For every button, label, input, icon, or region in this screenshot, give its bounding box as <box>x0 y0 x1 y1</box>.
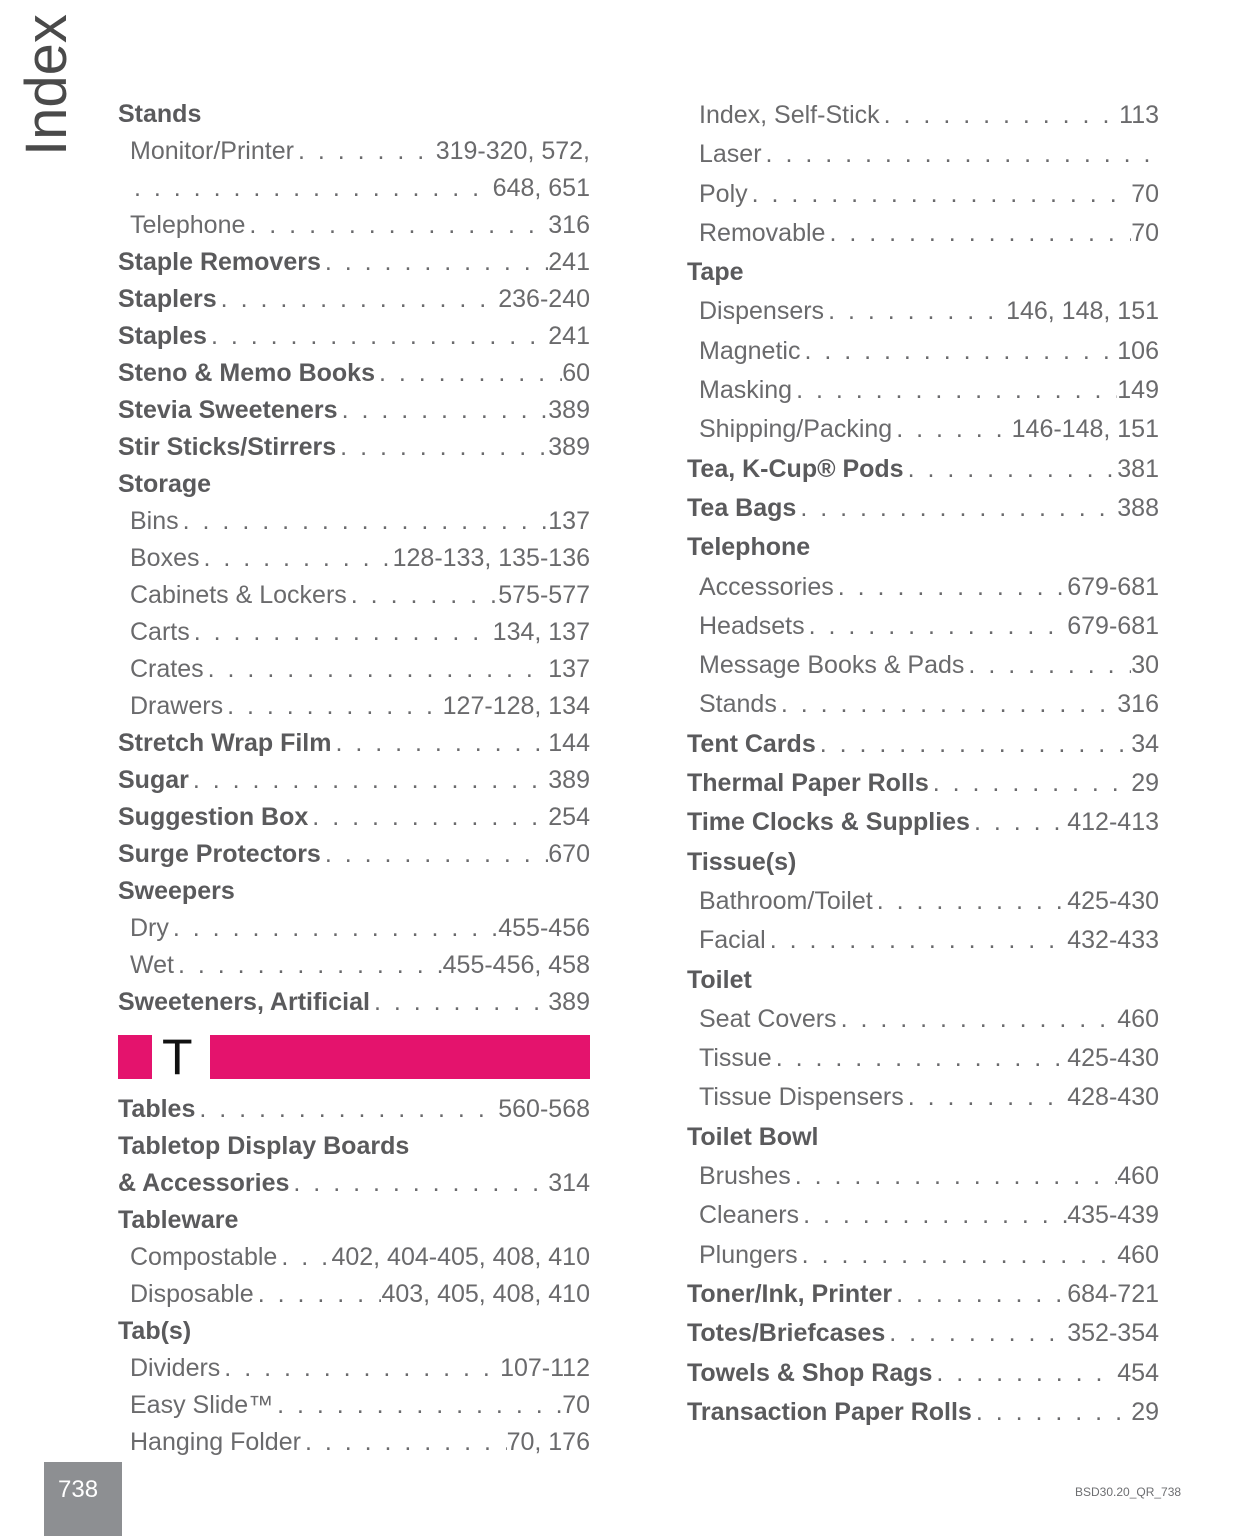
entry-term: Laser <box>699 140 762 169</box>
index-entry <box>687 843 1159 882</box>
entry-pages: 106 <box>1117 336 1159 365</box>
index-entry <box>118 873 590 910</box>
entry-term: Steno & Memo Books <box>118 359 375 387</box>
dot-leader <box>834 568 1067 607</box>
entry-term: Removable <box>699 218 826 247</box>
entry-term: Stir Sticks/Stirrers <box>118 433 337 461</box>
dot-leader <box>904 1078 1068 1117</box>
index-entry <box>118 725 590 762</box>
entry-pages: 113 <box>1119 101 1159 129</box>
entry-term: Brushes <box>699 1162 791 1191</box>
entry-term: Compostable <box>130 1243 278 1271</box>
dot-leader <box>331 725 548 762</box>
index-entry <box>118 170 590 207</box>
entry-term: Wet <box>130 951 174 979</box>
index-entry <box>687 921 1159 960</box>
entry-term: Dispensers <box>699 297 825 326</box>
entry-term: Tea, K-Cup® Pods <box>687 454 904 483</box>
index-list-t-left <box>118 1091 590 1461</box>
entry-term: Staples <box>118 322 207 350</box>
entry-pages: 455-456 <box>498 914 590 942</box>
entry-pages: 455-456, 458 <box>442 951 590 979</box>
dot-leader <box>294 133 436 170</box>
entry-term: Tent Cards <box>687 729 816 758</box>
entry-pages: 60 <box>562 359 590 387</box>
entry-pages: 149 <box>1117 376 1159 405</box>
entry-pages: 381 <box>1117 454 1159 483</box>
entry-term: Tissue Dispensers <box>699 1083 904 1112</box>
entry-term: Toner/Ink, Printer <box>687 1279 893 1308</box>
entry-term: Crates <box>130 655 204 683</box>
entry-term: Tea Bags <box>687 493 797 522</box>
entry-pages: 389 <box>548 396 590 424</box>
dot-leader <box>837 1000 1118 1039</box>
entry-pages: 30 <box>1131 651 1159 680</box>
index-entry <box>118 1313 590 1350</box>
entry-term: Poly <box>699 179 748 208</box>
entry-pages: 137 <box>548 507 590 535</box>
dot-leader <box>336 429 548 466</box>
entry-pages: 319-320, 572, <box>435 137 590 165</box>
entry-pages: 146, 148, 151 <box>1006 297 1159 326</box>
entry-term: Sugar <box>118 766 189 794</box>
index-entry <box>118 836 590 873</box>
entry-term: Plungers <box>699 1240 798 1269</box>
index-entry <box>118 984 590 1021</box>
index-entry <box>687 646 1159 685</box>
dot-leader <box>189 762 548 799</box>
entry-pages: 425-430 <box>1067 1044 1159 1073</box>
entry-pages: 402, 404-405, 408, 410 <box>331 1243 590 1271</box>
entry-term: Magnetic <box>699 336 801 365</box>
entry-term: Sweepers <box>118 877 235 905</box>
index-entry <box>118 429 590 466</box>
entry-pages: 389 <box>548 988 590 1016</box>
entry-term: Totes/Briefcases <box>687 1319 886 1348</box>
index-entry <box>118 1387 590 1424</box>
dot-leader <box>217 281 499 318</box>
index-entry <box>118 281 590 318</box>
dot-leader <box>347 577 498 614</box>
index-entry <box>118 392 590 429</box>
entry-pages: 146-148, 151 <box>1011 415 1159 444</box>
entry-term: Hanging Folder <box>130 1428 301 1456</box>
dot-leader <box>880 96 1120 135</box>
letter-bar-block <box>118 1035 152 1079</box>
dot-leader <box>748 175 1132 214</box>
dot-leader <box>254 1276 382 1313</box>
entry-pages: 254 <box>548 803 590 831</box>
entry-pages: 684-721 <box>1067 1279 1159 1308</box>
dot-leader <box>308 799 548 836</box>
entry-term: Transaction Paper Rolls <box>687 1397 972 1426</box>
dot-leader <box>199 540 392 577</box>
entry-pages: 648, 651 <box>492 174 590 202</box>
entry-term: Tableware <box>118 1206 239 1234</box>
entry-pages: 236-240 <box>498 285 590 313</box>
entry-pages: 460 <box>1117 1240 1159 1269</box>
dot-leader <box>800 332 1117 371</box>
dot-leader <box>824 292 1006 331</box>
index-entry <box>687 1039 1159 1078</box>
dot-leader <box>289 1165 548 1202</box>
entry-pages: 241 <box>548 322 590 350</box>
index-entry <box>118 1128 590 1165</box>
index-entry <box>687 1118 1159 1157</box>
entry-pages: 460 <box>1117 1004 1159 1033</box>
entry-term: Staple Removers <box>118 248 321 276</box>
index-entry <box>687 489 1159 528</box>
dot-leader <box>816 725 1131 764</box>
index-entry <box>687 685 1159 724</box>
entry-pages: 70 <box>1131 218 1159 247</box>
entry-term: Headsets <box>699 611 805 640</box>
index-entry <box>687 725 1159 764</box>
dot-leader <box>892 1275 1067 1314</box>
entry-term: Monitor/Printer <box>130 137 294 165</box>
index-entry <box>118 244 590 281</box>
dot-leader <box>370 984 548 1021</box>
dot-leader <box>321 244 548 281</box>
entry-term: Staplers <box>118 285 217 313</box>
index-entry <box>118 96 590 133</box>
index-entry <box>687 1078 1159 1117</box>
entry-term: Seat Covers <box>699 1004 837 1033</box>
index-entry <box>118 651 590 688</box>
entry-term: Telephone <box>687 533 811 562</box>
entry-pages: 34 <box>1131 729 1159 758</box>
index-entry <box>118 614 590 651</box>
entry-pages: 425-430 <box>1067 886 1159 915</box>
dot-leader <box>796 489 1117 528</box>
dot-leader <box>873 882 1068 921</box>
index-entry <box>687 1314 1159 1353</box>
entry-term: Tabletop Display Boards <box>118 1132 410 1160</box>
entry-pages: 128-133, 135-136 <box>392 544 590 572</box>
entry-pages: 435-439 <box>1067 1201 1159 1230</box>
entry-pages: 460 <box>1117 1162 1159 1191</box>
entry-term: Accessories <box>699 572 834 601</box>
entry-pages: 316 <box>548 211 590 239</box>
entry-pages: 70, 176 <box>506 1428 590 1456</box>
index-entry <box>687 1157 1159 1196</box>
index-entry <box>687 371 1159 410</box>
dot-leader <box>791 1157 1118 1196</box>
index-entry <box>118 133 590 170</box>
index-entry <box>687 1236 1159 1275</box>
entry-pages: 144 <box>548 729 590 757</box>
entry-pages: 403, 405, 408, 410 <box>381 1280 590 1308</box>
letter-bar-fill <box>210 1035 590 1079</box>
dot-leader <box>798 1236 1118 1275</box>
entry-pages: 432-433 <box>1067 926 1159 955</box>
dot-leader <box>273 1387 562 1424</box>
dot-leader <box>932 1354 1117 1393</box>
index-entry <box>118 540 590 577</box>
index-entry <box>118 947 590 984</box>
entry-term: Toilet Bowl <box>687 1122 819 1151</box>
entry-pages: 428-430 <box>1067 1083 1159 1112</box>
dot-leader <box>375 355 562 392</box>
dot-leader <box>892 410 1011 449</box>
index-side-title: Index <box>14 14 79 156</box>
index-entry <box>118 503 590 540</box>
section-letter: T <box>162 1029 193 1085</box>
entry-pages: 454 <box>1117 1358 1159 1387</box>
entry-pages: 107-112 <box>500 1354 590 1382</box>
index-entry <box>687 1275 1159 1314</box>
dot-leader <box>277 1239 331 1276</box>
entry-term: Toilet <box>687 965 752 994</box>
dot-leader <box>762 135 1159 174</box>
dot-leader <box>179 503 549 540</box>
entry-pages: 389 <box>548 433 590 461</box>
index-entry <box>687 332 1159 371</box>
dot-leader <box>169 910 498 947</box>
index-entry <box>118 799 590 836</box>
index-entry <box>118 762 590 799</box>
entry-term: Dry <box>130 914 169 942</box>
dot-leader <box>204 651 549 688</box>
entry-term: Tissue <box>699 1044 772 1073</box>
entry-pages: 412-413 <box>1067 808 1159 837</box>
index-entry <box>687 1196 1159 1235</box>
dot-leader <box>805 607 1068 646</box>
index-entry <box>687 292 1159 331</box>
index-entry <box>687 568 1159 607</box>
index-entry <box>687 96 1159 135</box>
entry-term: Storage <box>118 470 212 498</box>
dot-leader <box>223 688 443 725</box>
index-entry <box>118 688 590 725</box>
entry-term: Cabinets & Lockers <box>130 581 347 609</box>
dot-leader <box>972 1393 1131 1432</box>
entry-term: Suggestion Box <box>118 803 309 831</box>
dot-leader <box>904 450 1118 489</box>
index-entry <box>687 410 1159 449</box>
entry-pages: 29 <box>1131 1397 1159 1426</box>
index-entry <box>687 882 1159 921</box>
index-entry <box>118 1276 590 1313</box>
entry-term: Thermal Paper Rolls <box>687 769 929 798</box>
entry-pages: 679-681 <box>1067 611 1159 640</box>
entry-term: Cleaners <box>699 1201 800 1230</box>
entry-term: Tables <box>118 1095 196 1123</box>
index-entry <box>118 1165 590 1202</box>
entry-pages: 29 <box>1131 769 1159 798</box>
dot-leader <box>174 947 443 984</box>
index-entry <box>687 803 1159 842</box>
dot-leader <box>970 803 1067 842</box>
entry-pages: 560-568 <box>498 1095 590 1123</box>
entry-term: Stevia Sweeteners <box>118 396 338 424</box>
catalog-code: BSD30.20_QR_738 <box>1075 1485 1182 1499</box>
dot-leader <box>772 1039 1068 1078</box>
entry-pages: 670 <box>548 840 590 868</box>
entry-term: Bathroom/Toilet <box>699 886 873 915</box>
index-entry <box>687 1000 1159 1039</box>
section-letter-bar <box>118 1029 590 1085</box>
entry-term: Stands <box>699 690 777 719</box>
entry-term: Stretch Wrap Film <box>118 729 332 757</box>
entry-pages: 127-128, 134 <box>442 692 590 720</box>
dot-leader <box>207 318 548 355</box>
entry-term: & Accessories <box>118 1169 290 1197</box>
entry-term: Shipping/Packing <box>699 415 893 444</box>
index-entry <box>687 175 1159 214</box>
index-entry <box>118 318 590 355</box>
dot-leader <box>195 1091 498 1128</box>
entry-term: Telephone <box>130 211 246 239</box>
entry-term: Surge Protectors <box>118 840 321 868</box>
dot-leader <box>130 170 493 207</box>
entry-term: Masking <box>699 376 793 405</box>
dot-leader <box>245 207 548 244</box>
left-column <box>118 96 590 1461</box>
entry-pages: 316 <box>1117 690 1159 719</box>
dot-leader <box>190 614 493 651</box>
entry-term: Message Books & Pads <box>699 651 965 680</box>
entry-term: Dividers <box>130 1354 221 1382</box>
index-entry <box>118 1239 590 1276</box>
entry-pages: 314 <box>548 1169 590 1197</box>
dot-leader <box>964 646 1131 685</box>
index-list-s <box>118 96 590 1021</box>
index-entry <box>687 135 1159 174</box>
index-entry <box>687 450 1159 489</box>
entry-pages: 70 <box>562 1391 590 1419</box>
index-entry <box>687 607 1159 646</box>
dot-leader <box>321 836 548 873</box>
page-number: 738 <box>44 1462 122 1536</box>
entry-pages: 389 <box>548 766 590 794</box>
index-entry <box>118 1202 590 1239</box>
dot-leader <box>220 1350 500 1387</box>
entry-term: Drawers <box>130 692 224 720</box>
dot-leader <box>792 371 1117 410</box>
entry-pages: 679-681 <box>1067 572 1159 601</box>
entry-term: Boxes <box>130 544 200 572</box>
index-entry <box>118 577 590 614</box>
index-entry <box>118 466 590 503</box>
entry-pages: 388 <box>1117 493 1159 522</box>
entry-term: Facial <box>699 926 766 955</box>
index-entry <box>687 528 1159 567</box>
index-entry <box>687 1393 1159 1432</box>
dot-leader <box>799 1196 1067 1235</box>
entry-term: Sweeteners, Artificial <box>118 988 370 1016</box>
entry-term: Tissue(s) <box>687 847 797 876</box>
entry-pages: 137 <box>548 655 590 683</box>
entry-term: Time Clocks & Supplies <box>687 808 970 837</box>
dot-leader <box>301 1424 507 1461</box>
index-entry <box>118 1424 590 1461</box>
dot-leader <box>885 1314 1067 1353</box>
index-entry <box>687 253 1159 292</box>
entry-pages: 70 <box>1131 179 1159 208</box>
index-entry <box>118 910 590 947</box>
dot-leader <box>766 921 1068 960</box>
index-entry <box>118 1350 590 1387</box>
entry-term: Tape <box>687 258 744 287</box>
index-entry <box>118 1091 590 1128</box>
dot-leader <box>338 392 549 429</box>
entry-term: Bins <box>130 507 179 535</box>
entry-pages: 241 <box>548 248 590 276</box>
entry-pages: 575-577 <box>498 581 590 609</box>
index-entry <box>687 961 1159 1000</box>
entry-term: Index, Self-Stick <box>699 101 880 129</box>
dot-leader <box>777 685 1117 724</box>
dot-leader <box>929 764 1131 803</box>
entry-term: Stands <box>118 100 202 128</box>
entry-term: Carts <box>130 618 190 646</box>
index-entry <box>118 355 590 392</box>
entry-pages: 134, 137 <box>492 618 590 646</box>
index-entry <box>687 764 1159 803</box>
index-list-t-right <box>687 96 1159 1432</box>
right-column <box>687 96 1159 1432</box>
entry-term: Towels & Shop Rags <box>687 1358 933 1387</box>
entry-term: Disposable <box>130 1280 254 1308</box>
index-entry <box>687 1354 1159 1393</box>
entry-term: Tab(s) <box>118 1317 192 1345</box>
dot-leader <box>825 214 1131 253</box>
index-entry <box>118 207 590 244</box>
index-entry <box>687 214 1159 253</box>
entry-term: Easy Slide™ <box>130 1391 274 1419</box>
entry-pages: 352-354 <box>1067 1319 1159 1348</box>
